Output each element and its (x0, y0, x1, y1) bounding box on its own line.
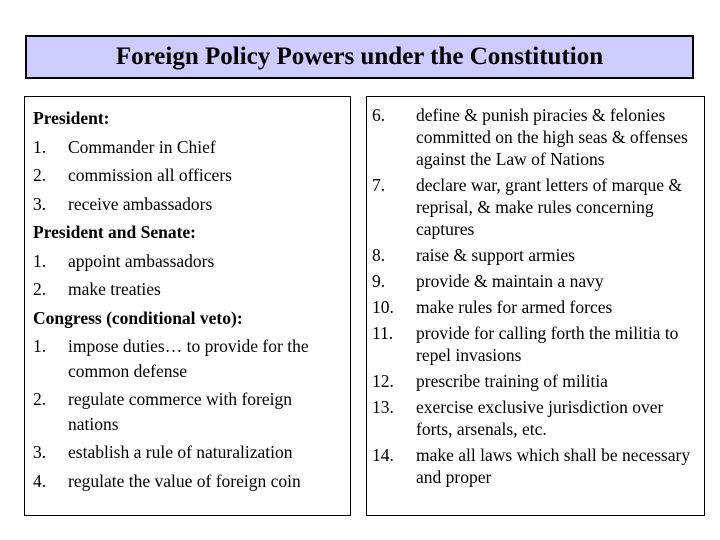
item-text: make rules for armed forces (416, 297, 613, 317)
list-item (372, 296, 704, 318)
list-item (372, 270, 704, 292)
congress-heading: Congress (conditional veto): (33, 307, 243, 328)
item-number: 10. (372, 297, 394, 317)
item-text: prescribe training of militia (416, 371, 608, 391)
item-text: commission all officers (68, 165, 232, 185)
right-powers-box (366, 96, 705, 516)
list-item (33, 247, 350, 276)
item-text: make treaties (68, 279, 161, 299)
list-item (33, 133, 350, 162)
list-item (372, 174, 704, 240)
list-item (33, 385, 350, 438)
item-number: 6. (372, 105, 386, 125)
item-number: 9. (372, 271, 386, 291)
item-number: 2. (33, 165, 47, 185)
item-text: provide for calling forth the militia to repel invasions (416, 323, 679, 365)
item-text: raise & support armies (416, 245, 575, 265)
item-text: Commander in Chief (68, 136, 216, 157)
list-item (372, 396, 704, 440)
list-item (33, 190, 350, 219)
list-item (372, 104, 704, 170)
item-text: declare war, grant letters of marque & reprisal, & make rules concerning captures (416, 175, 683, 239)
item-number: 14. (372, 445, 394, 465)
item-number: 1. (33, 336, 47, 356)
item-text: provide & maintain a navy (416, 271, 604, 291)
item-number: 2. (33, 389, 47, 409)
item-number: 3. (33, 442, 47, 462)
item-number: 3. (33, 193, 47, 214)
item-number: 8. (372, 245, 386, 265)
list-item (372, 370, 704, 392)
list-item (33, 161, 350, 190)
list-item (372, 444, 704, 488)
item-text: receive ambassadors (68, 193, 213, 214)
item-number: 11. (372, 323, 394, 343)
item-number: 12. (372, 371, 394, 391)
item-number: 4. (33, 470, 47, 491)
president-senate-heading: President and Senate: (33, 222, 197, 242)
item-text: define & punish piracies & felonies committed on the high seas & offenses against the Law of Nations (416, 105, 688, 169)
item-text: impose duties… to provide for the common defense (68, 336, 309, 381)
left-powers-box (24, 96, 351, 516)
item-number: 13. (372, 397, 394, 417)
list-item (372, 244, 704, 266)
item-text: establish a rule of naturalization (68, 442, 293, 462)
list-item (33, 438, 350, 467)
item-text: regulate the value of foreign coin (68, 470, 301, 491)
list-item (33, 332, 350, 385)
item-text: regulate commerce with foreign nations (68, 389, 292, 434)
list-item (372, 322, 704, 366)
president-heading: President: (33, 108, 110, 128)
list-item (33, 467, 350, 496)
item-text: make all laws which shall be necessary and proper (416, 445, 691, 487)
item-text: exercise exclusive jurisdiction over forts, arsenals, etc. (416, 397, 664, 439)
item-text: appoint ambassadors (68, 250, 215, 271)
item-number: 1. (33, 250, 47, 271)
item-number: 2. (33, 279, 47, 299)
item-number: 1. (33, 136, 47, 157)
slide-title: Foreign Policy Powers under the Constitution (25, 35, 694, 79)
item-number: 7. (372, 175, 386, 195)
list-item (33, 275, 350, 304)
